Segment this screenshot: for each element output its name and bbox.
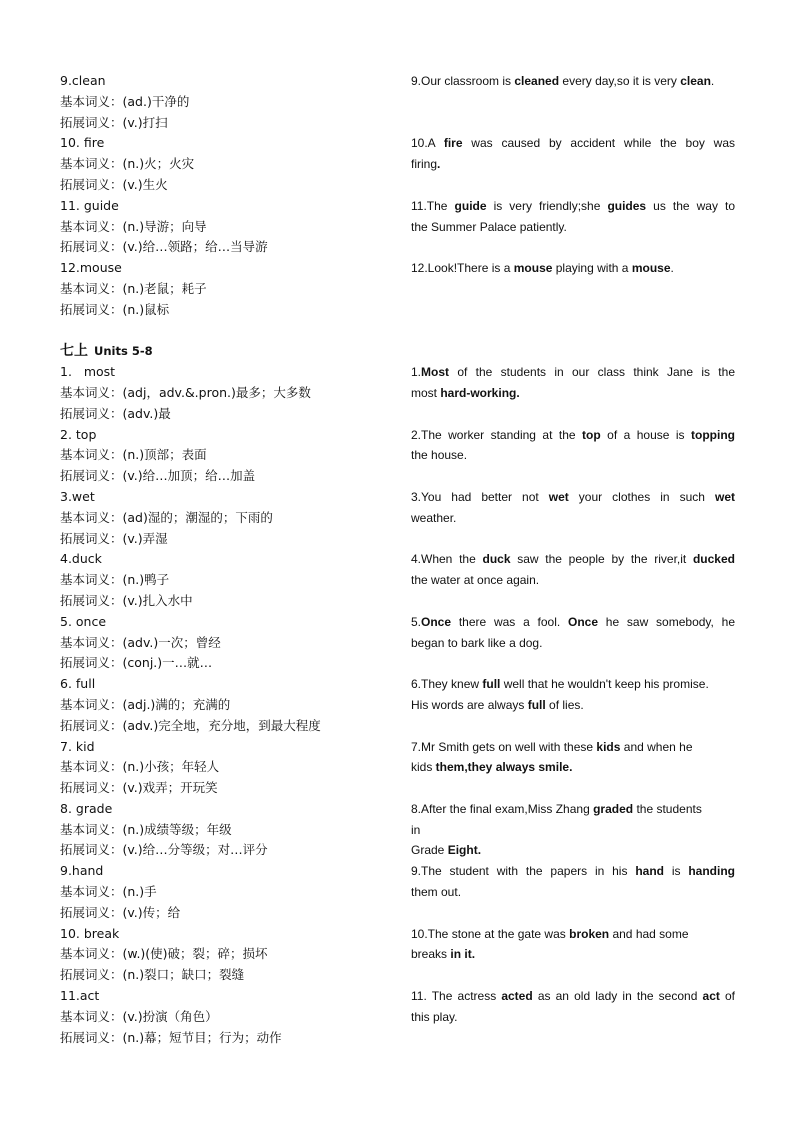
sentence-line (411, 487, 735, 508)
keyword: Once (421, 614, 452, 629)
sentence-text: 11. The actress (411, 989, 502, 1004)
basic-meaning: 基本词义：(adj.)满的；充满的 (60, 696, 231, 712)
spacer (411, 1028, 735, 1049)
basic-meaning: 基本词义：(w.)(使)破；裂；碎；损坏 (60, 946, 268, 962)
sentence-line (411, 820, 735, 841)
sentence-line (411, 383, 735, 404)
sentence-text: the Summer Palace patiently. (411, 219, 567, 234)
keyword: guide (454, 198, 487, 213)
word-headword: 11.act (60, 988, 100, 1004)
extended-meaning: 拓展词义：(adv.)最 (60, 405, 171, 421)
extended-meaning: 拓展词义：(adv.)完全地，充分地，到最大程度 (60, 717, 321, 733)
sentence-line (411, 924, 735, 945)
keyword: mouse (631, 261, 671, 276)
word-headword: 5. once (60, 613, 107, 629)
spacer (411, 716, 735, 737)
basic-meaning: 基本词义：(n.)老鼠；耗子 (60, 280, 207, 296)
sentence-line (411, 196, 735, 217)
spacer (411, 341, 735, 362)
sentence-line (411, 549, 735, 570)
keyword: wet (714, 489, 735, 504)
keyword: Most (421, 365, 450, 380)
sentence-text: 1. (411, 365, 422, 380)
extended-meaning: 拓展词义：(v.)给…分等级；对…评分 (60, 842, 268, 858)
keyword: handing (688, 864, 735, 879)
sentence-line (411, 840, 735, 861)
keyword: hard-working. (437, 385, 520, 400)
sentence-line (411, 1007, 735, 1028)
sentence-text: playing with a (552, 261, 632, 276)
sentence-text: 10.A (411, 136, 444, 151)
sentence-line (411, 633, 735, 654)
sentence-text: every day,so it is very (559, 74, 681, 88)
sentence-text: 11.The (411, 198, 455, 213)
section-grade: 七上 (60, 343, 88, 360)
sentence-text: of the students in our class think Jane is the (449, 365, 735, 380)
spacer (411, 965, 735, 986)
word-headword: 10. fire (60, 135, 105, 151)
spacer (411, 92, 735, 113)
sentence-text: the house. (411, 448, 468, 463)
basic-meaning: 基本词义：(ad)湿的；潮湿的；下雨的 (60, 509, 273, 525)
sentence-text: of (719, 989, 735, 1004)
sentence-text: and had some (609, 926, 689, 941)
basic-meaning: 基本词义：(n.)顶部；表面 (60, 447, 207, 463)
basic-meaning: 基本词义：(n.)手 (60, 884, 157, 900)
sentence-text: 5. (411, 614, 422, 629)
sentence-text: 8.After the final exam,Miss Zhang (411, 801, 594, 816)
sentence-line (411, 986, 735, 1007)
word-headword: 7. kid (60, 738, 95, 754)
sentence-line (411, 508, 735, 529)
sentence-line (411, 737, 735, 758)
spacer (411, 321, 735, 342)
sentence-text: 2.The worker standing at the (411, 427, 583, 442)
sentence-line (411, 425, 735, 446)
example-sentence-column (411, 71, 735, 1048)
sentence-text: was caused by accident while the boy was (462, 136, 736, 151)
extended-meaning: 拓展词义：(v.)弄湿 (60, 530, 168, 546)
sentence-line (411, 154, 735, 175)
basic-meaning: 基本词义：(adv.)一次；曾经 (60, 634, 221, 650)
keyword: mouse (513, 261, 553, 276)
keyword: fire (443, 136, 463, 151)
extended-meaning: 拓展词义：(n.)裂口；缺口；裂缝 (60, 967, 245, 983)
keyword: full (482, 677, 501, 692)
sentence-text: His words are always (411, 697, 528, 712)
keyword: hand (635, 864, 664, 879)
sentence-text: us the way to (646, 198, 736, 213)
spacer (411, 113, 735, 134)
spacer (411, 300, 735, 321)
sentence-text: saw the people by the river,it (510, 552, 693, 567)
word-headword: 9.clean (60, 73, 106, 88)
sentence-text: Grade (411, 843, 445, 858)
sentence-text: of lies. (545, 697, 584, 712)
sentence-line (411, 258, 735, 279)
sentence-line (411, 944, 735, 965)
keyword: duck (482, 552, 511, 567)
extended-meaning: 拓展词义：(v.)戏弄；开玩笑 (60, 780, 218, 796)
spacer (411, 529, 735, 550)
sentence-line (411, 445, 735, 466)
sentence-text: 6.They knew (411, 677, 483, 692)
sentence-text: of a house is (600, 427, 692, 442)
sentence-text: 9.Our classroom is (411, 74, 515, 88)
sentence-line (411, 861, 735, 882)
keyword: cleaned (514, 74, 560, 88)
spacer (411, 404, 735, 425)
basic-meaning: 基本词义：(n.)小孩；年轻人 (60, 759, 220, 775)
extended-meaning: 拓展词义：(n.)幕；短节目；行为；动作 (60, 1029, 282, 1045)
spacer (411, 237, 735, 258)
spacer (411, 903, 735, 924)
keyword: in it. (447, 947, 476, 962)
sentence-text: 7.Mr Smith gets on well with these (411, 739, 597, 754)
keyword: wet (548, 489, 569, 504)
word-headword: 9.hand (60, 863, 104, 879)
sentence-line (411, 674, 735, 695)
keyword: top (582, 427, 601, 442)
spacer (411, 279, 735, 300)
sentence-text: is (663, 864, 689, 879)
basic-meaning: 基本词义：(n.)火；火灾 (60, 156, 195, 172)
sentence-text: as an old lady in the second (532, 989, 703, 1004)
word-headword: 2. top (60, 426, 97, 442)
word-headword: 3.wet (60, 488, 95, 504)
keyword: kids (596, 739, 621, 754)
keyword: guides (607, 198, 647, 213)
word-headword: 12.mouse (60, 260, 122, 276)
extended-meaning: 拓展词义：(v.)打扫 (60, 114, 168, 130)
sentence-text: them out. (411, 885, 462, 900)
sentence-line (411, 882, 735, 903)
keyword: acted (501, 989, 533, 1004)
sentence-text: most (411, 385, 438, 400)
sentence-text: 4.When the (411, 552, 483, 567)
sentence-text: 12.Look!There is a (411, 261, 514, 276)
sentence-line (411, 757, 735, 778)
keyword: graded (593, 801, 634, 816)
sentence-text: your clothes in such (568, 489, 715, 504)
sentence-text: breaks (411, 947, 448, 962)
sentence-text: is very friendly;she (486, 198, 608, 213)
sentence-text: in (411, 822, 421, 837)
extended-meaning: 拓展词义：(v.)给…加顶；给…加盖 (60, 468, 256, 484)
keyword: clean (680, 74, 711, 88)
sentence-text: 10.The stone at the gate was (411, 926, 570, 941)
extended-meaning: 拓展词义：(conj.)一…就… (60, 655, 213, 671)
keyword: . (437, 157, 441, 172)
sentence-line (411, 612, 735, 633)
section-heading (60, 341, 390, 362)
keyword: broken (569, 926, 610, 941)
sentence-line (411, 695, 735, 716)
word-list-column (60, 71, 390, 1048)
spacer (411, 778, 735, 799)
sentence-text: he saw somebody, he (598, 614, 735, 629)
sentence-line (411, 570, 735, 591)
extended-meaning: 拓展词义：(n.)鼠标 (60, 301, 170, 317)
word-headword: 4.duck (60, 551, 102, 567)
section-units: Units 5-8 (94, 344, 153, 359)
keyword: full (527, 697, 546, 712)
keyword: act (702, 989, 720, 1004)
spacer (411, 175, 735, 196)
sentence-line (411, 71, 735, 92)
extended-meaning: 拓展词义：(v.)传；给 (60, 904, 181, 920)
basic-meaning: 基本词义：(n.)导游；向导 (60, 218, 207, 234)
sentence-text: kids (411, 760, 433, 775)
extended-meaning: 拓展词义：(v.)生火 (60, 176, 168, 192)
basic-meaning: 基本词义：(n.)成绩等级；年级 (60, 821, 232, 837)
keyword: Once (568, 614, 599, 629)
sentence-text: . (710, 74, 715, 88)
keyword: ducked (692, 552, 735, 567)
sentence-text: firing (411, 157, 438, 172)
sentence-text: weather. (411, 510, 457, 525)
sentence-text: 9.The student with the papers in his (411, 864, 636, 879)
word-headword: 10. break (60, 925, 120, 941)
word-headword: 6. full (60, 676, 96, 692)
extended-meaning: 拓展词义：(v.)扎入水中 (60, 592, 193, 608)
keyword: Eight. (444, 843, 482, 858)
sentence-line (411, 133, 735, 154)
keyword: them,they always smile. (432, 760, 573, 775)
basic-meaning: 基本词义：(n.)鸭子 (60, 572, 170, 588)
keyword: topping (691, 427, 735, 442)
basic-meaning: 基本词义：(ad.)干净的 (60, 93, 190, 109)
sentence-line (411, 217, 735, 238)
spacer (60, 321, 390, 342)
spacer (411, 653, 735, 674)
sentence-text: . (670, 261, 674, 276)
sentence-text: well that he wouldn't keep his promise. (500, 677, 709, 692)
spacer (411, 466, 735, 487)
spacer (411, 591, 735, 612)
sentence-text: and when he (620, 739, 693, 754)
sentence-text: the students (633, 801, 702, 816)
sentence-text: began to bark like a dog. (411, 635, 543, 650)
sentence-line (411, 799, 735, 820)
sentence-line (411, 362, 735, 383)
basic-meaning: 基本词义：(v.)扮演（角色） (60, 1008, 218, 1024)
sentence-text: 3.You had better not (411, 489, 549, 504)
word-headword: 1. most (60, 364, 116, 380)
sentence-text: the water at once again. (411, 573, 540, 588)
extended-meaning: 拓展词义：(v.)给…领路；给…当导游 (60, 239, 268, 255)
basic-meaning: 基本词义：(adj，adv.&.pron.)最多；大多数 (60, 384, 311, 400)
word-headword: 11. guide (60, 197, 119, 213)
word-headword: 8. grade (60, 800, 113, 816)
sentence-text: there was a fool. (451, 614, 568, 629)
sentence-text: this play. (411, 1009, 458, 1024)
